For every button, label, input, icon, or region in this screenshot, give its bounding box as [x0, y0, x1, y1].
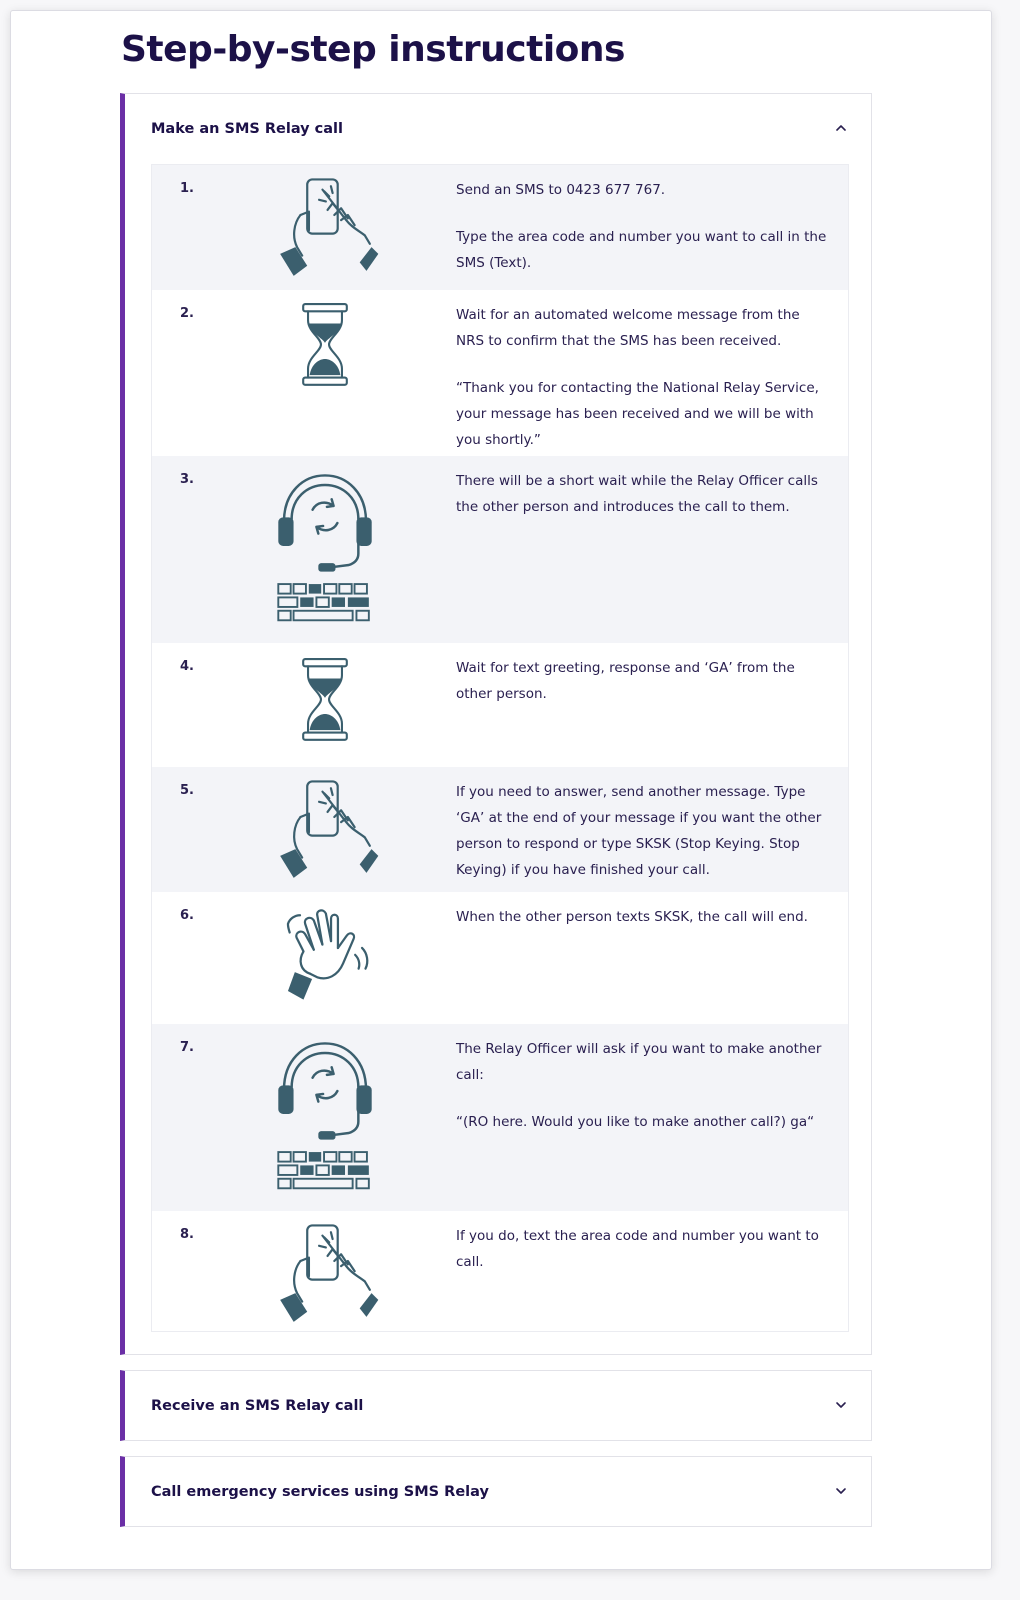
- step-text: [456, 904, 828, 930]
- step-paragraph: If you do, text the area code and number you want to call.: [456, 1228, 819, 1270]
- phone-tap-icon: [260, 171, 390, 281]
- accordion-receive-sms-relay-call: [120, 1370, 872, 1441]
- step-paragraph: When the other person texts SKSK, the call will end.: [456, 909, 808, 925]
- step-paragraph: If you need to answer, send another message. Type ‘GA’ at the end of your message if you want the other person to respond or type SKSK (Stop Keying. Stop Keying) if you have finished your call.: [456, 784, 822, 878]
- step-number: 2.: [180, 306, 194, 321]
- waving-hand-icon: [260, 898, 390, 1010]
- step-number: 8.: [180, 1227, 194, 1242]
- accordion-call-emergency-services: [120, 1456, 872, 1527]
- step-row: [152, 643, 848, 767]
- accordion-header[interactable]: [125, 94, 871, 164]
- step-paragraph: Wait for text greeting, response and ‘GA’ from the other person.: [456, 660, 795, 702]
- accordion-title: Receive an SMS Relay call: [151, 1398, 364, 1414]
- step-paragraph: There will be a short wait while the Relay Officer calls the other person and introduces the call to them.: [456, 473, 818, 515]
- phone-tap-icon: [260, 773, 390, 883]
- headset-keyboard-icon: [260, 464, 390, 626]
- step-row: [152, 456, 848, 643]
- step-row: [152, 165, 848, 290]
- chevron-up-icon: [835, 122, 847, 134]
- step-paragraph: Send an SMS to 0423 677 767.: [456, 182, 666, 198]
- step-paragraph: Wait for an automated welcome message from the NRS to confirm that the SMS has been received.: [456, 307, 800, 349]
- step-paragraph: The Relay Officer will ask if you want to make another call:: [456, 1041, 822, 1083]
- accordion-header[interactable]: [125, 1457, 871, 1527]
- step-row: [152, 892, 848, 1024]
- phone-tap-icon: [260, 1217, 390, 1327]
- step-row: [152, 1211, 848, 1331]
- accordion-make-sms-relay-call: [120, 93, 872, 1355]
- hourglass-icon: [260, 296, 390, 401]
- step-number: 7.: [180, 1040, 194, 1055]
- step-text: [456, 779, 828, 883]
- page-title: Step-by-step instructions: [121, 29, 625, 70]
- step-number: 5.: [180, 783, 194, 798]
- step-row: [152, 767, 848, 892]
- step-number: 3.: [180, 472, 194, 487]
- chevron-down-icon: [835, 1485, 847, 1497]
- step-number: 4.: [180, 659, 194, 674]
- step-text: [456, 302, 828, 453]
- step-text: [456, 655, 828, 707]
- hourglass-icon: [260, 651, 390, 756]
- step-row: [152, 290, 848, 456]
- step-paragraph: Type the area code and number you want to call in the SMS (Text).: [456, 229, 827, 271]
- step-paragraph: “(RO here. Would you like to make another call?) ga“: [456, 1114, 815, 1130]
- accordion-title: Make an SMS Relay call: [151, 121, 343, 137]
- step-row: [152, 1024, 848, 1211]
- headset-keyboard-icon: [260, 1032, 390, 1194]
- step-number: 1.: [180, 181, 194, 196]
- steps-list: [151, 164, 849, 1332]
- step-text: [456, 1223, 828, 1275]
- chevron-down-icon: [835, 1399, 847, 1411]
- accordion-title: Call emergency services using SMS Relay: [151, 1484, 489, 1500]
- step-text: [456, 1036, 828, 1135]
- step-paragraph: “Thank you for contacting the National Relay Service, your message has been received and we will be with you shortly.”: [456, 380, 819, 448]
- step-number: 6.: [180, 908, 194, 923]
- step-text: [456, 468, 828, 520]
- accordion-header[interactable]: [125, 1371, 871, 1441]
- content-card: [10, 10, 992, 1570]
- step-text: [456, 177, 828, 276]
